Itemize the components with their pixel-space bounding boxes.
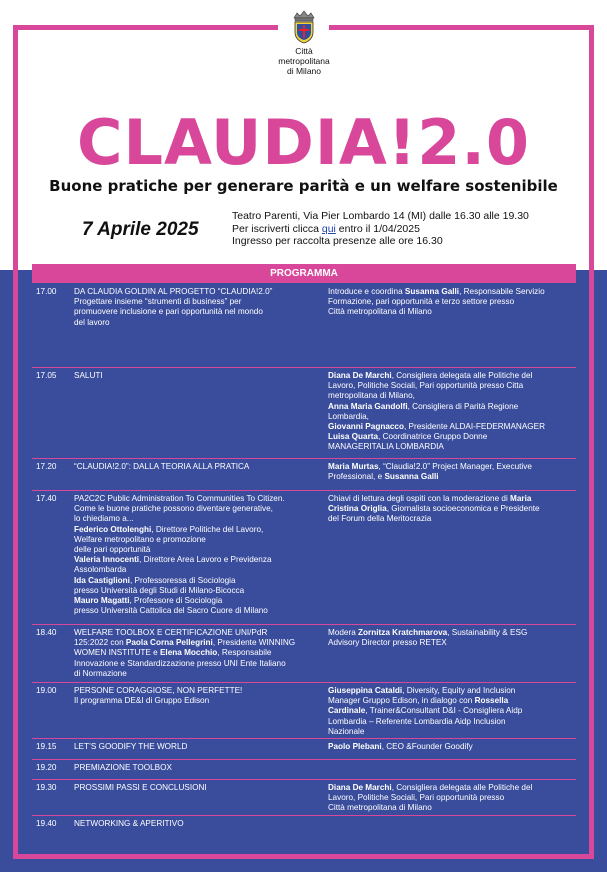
speaker-role: , Professore di Sociologia	[129, 596, 223, 606]
session-line	[74, 307, 314, 317]
logo-line-2: metropolitana	[278, 56, 330, 66]
session-text: Come le buone pratiche possono diventare generative,	[74, 504, 273, 514]
speaker-line	[328, 422, 572, 432]
speaker-role: , Presidente WINNING	[212, 638, 296, 648]
speaker-name: Luisa Quarta	[328, 432, 379, 442]
venue-line-2-pre: Per iscriverti clicca	[232, 222, 322, 235]
speaker-line	[328, 412, 572, 422]
speaker-line	[328, 504, 572, 514]
session-text: LET’S GOODIFY THE WORLD	[74, 742, 188, 751]
session-text: di Normazione	[74, 668, 127, 678]
speaker-line	[328, 391, 572, 401]
row-speakers	[328, 628, 572, 648]
speaker-line	[328, 742, 572, 752]
speaker-role: , Consigliera di Parità Regione	[407, 401, 519, 411]
session-text: NETWORKING & APERITIVO	[74, 819, 184, 828]
speaker-name: Elena Mocchio	[159, 648, 218, 658]
row-session	[74, 763, 314, 773]
row-session	[74, 742, 314, 752]
speaker-text: Lavoro, Politiche Sociali, Pari opportunità presso	[328, 793, 505, 803]
table-row	[32, 458, 576, 490]
speaker-line	[328, 638, 572, 648]
speaker-name: Giuseppina Cataldi	[328, 686, 403, 695]
speaker-line	[328, 717, 572, 727]
table-row	[32, 490, 576, 624]
speaker-name: Maria	[510, 494, 532, 503]
row-speakers	[328, 371, 572, 453]
session-line	[74, 514, 314, 524]
table-row	[32, 284, 576, 367]
speaker-name: Anna Maria Gandolfi	[328, 401, 408, 411]
session-text: Il programma DE&I di Gruppo Edison	[74, 696, 210, 706]
speaker-text: Lombardia,	[328, 411, 369, 421]
speaker-line	[328, 307, 572, 317]
speaker-text: Formazione, pari opportunità e terzo settore presso	[328, 297, 515, 307]
speaker-name: Mauro Magatti	[74, 596, 130, 606]
speaker-text: Città metropolitana di Milano	[328, 307, 432, 317]
session-line	[74, 763, 314, 773]
speaker-name: Paola Corna Pellegrini	[125, 638, 213, 648]
table-row	[32, 367, 576, 458]
row-session	[74, 287, 314, 328]
session-text: PA2C2C Public Administration To Communities To Citizen.	[74, 494, 285, 503]
session-line	[74, 638, 314, 648]
session-line	[74, 535, 314, 545]
table-row	[32, 738, 576, 759]
session-line	[74, 576, 314, 586]
speaker-text: Introduce e coordina	[328, 287, 405, 296]
speaker-line	[328, 381, 572, 391]
speaker-line	[328, 727, 572, 737]
table-row	[32, 682, 576, 738]
speaker-name: Susanna Galli	[404, 287, 460, 296]
speaker-role: , Direttore Area Lavoro e Previdenza	[139, 555, 272, 565]
speaker-line	[328, 803, 572, 813]
row-time: 19.30	[36, 783, 57, 792]
session-text: 125:2022 con	[74, 638, 126, 648]
row-speakers	[328, 783, 572, 814]
venue-line-1: Teatro Parenti, Via Pier Lombardo 14 (MI) dalle 16.30 alle 19.30	[232, 210, 529, 222]
session-line	[74, 287, 314, 297]
row-time: 17.00	[36, 287, 57, 296]
speaker-role: , Consigliera delegata alle Politiche del	[391, 371, 533, 380]
event-title: CLAUDIA!2.0	[76, 106, 531, 179]
coat-of-arms-icon	[292, 10, 316, 44]
speaker-name: Ida Castiglioni	[74, 575, 130, 585]
logo-line-1: Città	[295, 46, 313, 56]
session-text: lo chiediamo a...	[74, 514, 134, 524]
speaker-line	[328, 442, 572, 452]
row-time: 19.40	[36, 819, 57, 828]
session-line	[74, 628, 314, 638]
session-line	[74, 297, 314, 307]
row-speakers	[328, 742, 572, 752]
speaker-line	[328, 472, 572, 482]
speaker-line	[328, 287, 572, 297]
session-line	[74, 586, 314, 596]
speaker-name: Paolo Plebani	[328, 742, 382, 751]
venue-line-3: Ingresso per raccolta presenze alle ore 16.30	[232, 235, 443, 247]
session-text: presso Università degli Studi di Milano-Bicocca	[74, 585, 245, 595]
session-line	[74, 696, 314, 706]
session-text: PERSONE CORAGGIOSE, NON PERFETTE!	[74, 686, 243, 695]
session-line	[74, 659, 314, 669]
speaker-text: Professional, e	[328, 472, 385, 482]
session-line	[74, 494, 314, 504]
speaker-text: MANAGERITALIA LOMBARDIA	[328, 442, 444, 452]
venue-info	[232, 210, 529, 248]
speaker-role: , Sustainability & ESG	[447, 628, 528, 637]
session-line	[74, 819, 314, 829]
venue-line-2	[232, 223, 529, 236]
session-line	[74, 648, 314, 658]
speaker-text: Città metropolitana di Milano	[328, 803, 432, 813]
speaker-name: Rossella	[474, 696, 509, 706]
speaker-name: Cristina Origlia	[328, 504, 387, 514]
row-session	[74, 783, 314, 793]
row-time: 17.05	[36, 371, 57, 380]
speaker-text: metropolitana di Milano,	[328, 391, 415, 401]
speaker-role: , “Claudia!2.0” Project Manager, Executive	[378, 462, 532, 471]
session-line	[74, 462, 314, 472]
session-text: DA CLAUDIA GOLDIN AL PROGETTO “CLAUDIA!2.0”	[74, 287, 273, 296]
speaker-role: , Trainer&Consultant D&I - Consigliera Aidp	[365, 706, 523, 716]
speaker-name: Zornitza Kratchmarova	[358, 628, 448, 637]
session-line	[74, 525, 314, 535]
speaker-name: Susanna Galli	[384, 472, 439, 482]
speaker-line	[328, 793, 572, 803]
speaker-line	[328, 628, 572, 638]
speaker-line	[328, 686, 572, 696]
session-line	[74, 371, 314, 381]
session-text: “CLAUDIA!2.0”: DALLA TEORIA ALLA PRATICA	[74, 462, 250, 471]
speaker-text: Advisory Director presso RETEX	[328, 638, 447, 648]
speaker-name: Giovanni Pagnacco	[328, 422, 404, 432]
session-text: PREMIAZIONE TOOLBOX	[74, 763, 172, 772]
register-link[interactable]: qui	[321, 222, 336, 235]
frame-top-right	[329, 25, 594, 30]
row-speakers	[328, 686, 572, 737]
session-line	[74, 596, 314, 606]
row-time: 19.20	[36, 763, 57, 772]
row-session	[74, 462, 314, 472]
speaker-text: Lombardia – Referente Lombardia Aidp Inclusion	[328, 716, 506, 726]
row-time: 19.15	[36, 742, 57, 751]
speaker-role: , Coordinatrice Gruppo Donne	[378, 432, 488, 442]
table-row	[32, 815, 576, 840]
speaker-line	[328, 494, 572, 504]
session-text: WOMEN INSTITUTE e	[74, 648, 160, 658]
session-line	[74, 669, 314, 679]
session-line	[74, 565, 314, 575]
speaker-line	[328, 432, 572, 442]
speaker-name: Federico Ottolenghi	[74, 524, 152, 534]
row-session	[74, 686, 314, 706]
session-text: delle pari opportunità	[74, 545, 151, 555]
speaker-line	[328, 371, 572, 381]
speaker-text: Lavoro, Politiche Sociali, Pari opportunità presso Citta	[328, 381, 524, 391]
speaker-role: , Presidente ALDAI-FEDERMANAGER	[403, 422, 546, 432]
session-text: Assolombarda	[74, 565, 127, 575]
speaker-role: , Diversity, Equity and Inclusion	[402, 686, 516, 695]
session-text: promuovere inclusione e pari opportunità nel mondo	[74, 307, 263, 317]
speaker-name: Diana De Marchi	[328, 783, 392, 792]
row-session	[74, 819, 314, 829]
row-time: 19.00	[36, 686, 57, 695]
row-time: 17.20	[36, 462, 57, 471]
row-time: 18.40	[36, 628, 57, 637]
session-text: SALUTI	[74, 371, 103, 380]
row-session	[74, 371, 314, 381]
speaker-text: Nazionale	[328, 726, 365, 736]
speaker-name: Cardinale	[328, 706, 366, 716]
speaker-name: Diana De Marchi	[328, 371, 392, 380]
row-speakers	[328, 287, 572, 318]
row-session	[74, 494, 314, 616]
speaker-text: del Forum della Meritocrazia	[328, 514, 432, 524]
logo-line-3: di Milano	[286, 66, 322, 76]
session-text: Innovazione e Standardizzazione presso UNI Ente Italiano	[74, 658, 286, 668]
event-subtitle: Buone pratiche per generare parità e un welfare sostenibile	[49, 177, 558, 195]
session-text: WELFARE TOOLBOX E CERTIFICAZIONE UNI/PdR	[74, 628, 268, 637]
row-speakers	[328, 462, 572, 482]
row-time: 17.40	[36, 494, 57, 503]
speaker-line	[328, 696, 572, 706]
table-row	[32, 624, 576, 682]
speaker-text: Modera	[328, 628, 359, 637]
session-line	[74, 742, 314, 752]
speaker-text: Manager Gruppo Edison, in dialogo con	[328, 696, 475, 706]
session-line	[74, 783, 314, 793]
table-row	[32, 779, 576, 815]
session-text: Welfare metropolitano e promozione	[74, 534, 206, 544]
session-line	[74, 318, 314, 328]
speaker-line	[328, 514, 572, 524]
speaker-role: , Responsabile Servizio	[459, 287, 545, 296]
speaker-text: Chiavi di lettura degli ospiti con la moderazione di	[328, 494, 511, 503]
session-text: Progettare insieme “strumenti di business” per	[74, 297, 242, 307]
speaker-role: , CEO &Founder Goodify	[381, 742, 473, 751]
session-text: presso Università Cattolica del Sacro Cuore di Milano	[74, 606, 268, 616]
city-logo	[270, 10, 338, 76]
speaker-line	[328, 297, 572, 307]
row-session	[74, 628, 314, 679]
speaker-role: , Giornalista socioeconomica e Presidente	[386, 504, 540, 514]
table-row	[32, 759, 576, 779]
speaker-role: , Consigliera delegata alle Politiche del	[391, 783, 533, 792]
speaker-name: Maria Murtas	[328, 462, 379, 471]
venue-line-2-post: entro il 1/04/2025	[335, 222, 420, 235]
session-text: del lavoro	[74, 317, 110, 327]
event-date: 7 Aprile 2025	[82, 219, 199, 240]
speaker-line	[328, 462, 572, 472]
speaker-role: , Responsabile	[217, 648, 272, 658]
session-line	[74, 555, 314, 565]
speaker-line	[328, 706, 572, 716]
speaker-role: , Professoressa di Sociologia	[129, 575, 236, 585]
session-line	[74, 504, 314, 514]
speaker-line	[328, 402, 572, 412]
session-line	[74, 686, 314, 696]
frame-top-left	[13, 25, 278, 30]
session-line	[74, 606, 314, 616]
speaker-role: , Direttore Politiche del Lavoro,	[151, 524, 264, 534]
session-text: PROSSIMI PASSI E CONCLUSIONI	[74, 783, 207, 792]
programma-header: PROGRAMMA	[32, 264, 576, 283]
session-line	[74, 545, 314, 555]
row-speakers	[328, 494, 572, 525]
speaker-line	[328, 783, 572, 793]
speaker-name: Valeria Innocenti	[74, 555, 140, 565]
